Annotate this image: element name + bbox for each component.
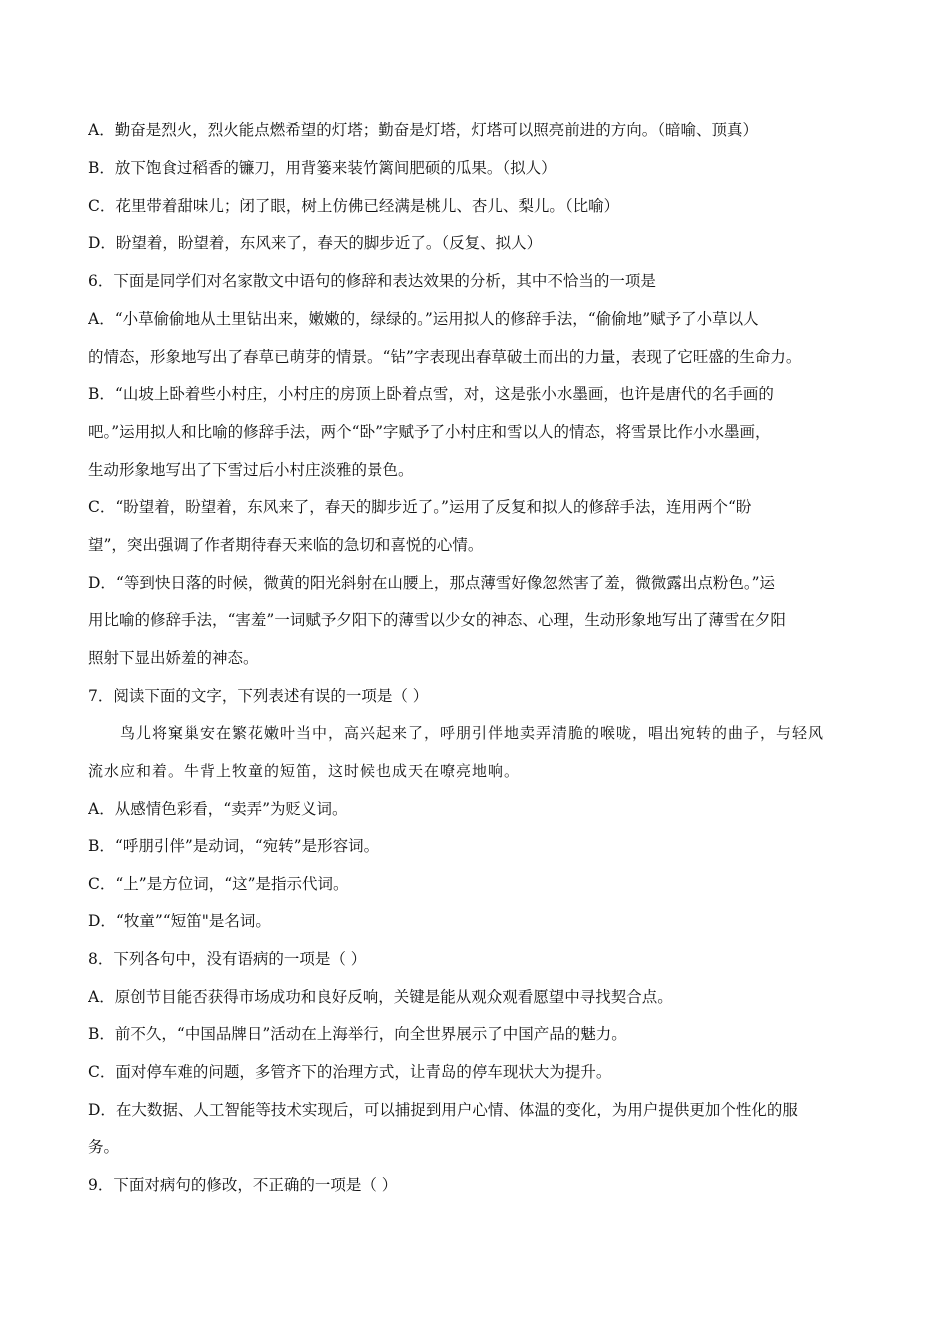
option-d-q8-line2: 务。 xyxy=(88,1138,120,1156)
option-b-q6-line1: B．“山坡上卧着些小村庄，小村庄的房顶上卧着点雪，对，这是张小水墨画，也许是唐代的名手画的 xyxy=(88,385,774,403)
option-b-q6-line2: 吧。”运用拟人和比喻的修辞手法，两个“卧”字赋予了小村庄和雪以人的情态，将雪景比作小水墨画， xyxy=(88,423,771,441)
option-c-q5: C．花里带着甜味儿；闭了眼，树上仿佛已经满是桃儿、杏儿、梨儿。（比喻） xyxy=(88,197,620,215)
option-d-q7: D．“牧童”“短笛"是名词。 xyxy=(88,912,271,930)
option-b-q7: B．“呼朋引伴”是动词，“宛转”是形容词。 xyxy=(88,837,380,855)
option-a-q6-line1: A．“小草偷偷地从土里钻出来，嫩嫩的，绿绿的。”运用拟人的修辞手法，“偷偷地”赋予了小草以人 xyxy=(88,310,759,328)
passage-line1: 鸟儿将窠巢安在繁花嫩叶当中，高兴起来了，呼朋引伴地卖弄清脆的喉咙，唱出宛转的曲子，与轻风 xyxy=(120,724,825,742)
option-a-q6-line2: 的情态，形象地写出了春草已萌芽的情景。“钻”字表现出春草破土而出的力量，表现了它旺盛的生命力。 xyxy=(88,348,802,366)
option-d-q8-line1: D．在大数据、人工智能等技术实现后，可以捕捉到用户心情、体温的变化，为用户提供更加个性化的服 xyxy=(88,1101,798,1119)
option-c-q7: C．“上”是方位词，“这”是指示代词。 xyxy=(88,875,349,893)
passage-line2: 流水应和着。牛背上牧童的短笛，这时候也成天在嘹亮地响。 xyxy=(88,762,521,780)
question-8: 8．下列各句中，没有语病的一项是（ ） xyxy=(88,950,367,968)
option-d-q5: D．盼望着，盼望着，东风来了，春天的脚步近了。（反复、拟人） xyxy=(88,234,543,252)
option-c-q6-line2: 望”，突出强调了作者期待春天来临的急切和喜悦的心情。 xyxy=(88,536,484,554)
question-6: 6．下面是同学们对名家散文中语句的修辞和表达效果的分析，其中不恰当的一项是 xyxy=(88,272,656,290)
option-a-q8: A．原创节目能否获得市场成功和良好反响，关键是能从观众观看愿望中寻找契合点。 xyxy=(88,988,673,1006)
option-b-q5: B．放下饱食过稻香的镰刀，用背篓来装竹篱间肥硕的瓜果。（拟人） xyxy=(88,159,557,177)
option-d-q6-line2: 用比喻的修辞手法，“害羞”一词赋予夕阳下的薄雪以少女的神态、心理，生动形象地写出了薄雪在夕阳 xyxy=(88,611,786,629)
question-7: 7．阅读下面的文字，下列表述有误的一项是（ ） xyxy=(88,687,429,705)
option-b-q6-line3: 生动形象地写出了下雪过后小村庄淡雅的景色。 xyxy=(88,461,414,479)
option-d-q6-line3: 照射下显出娇羞的神态。 xyxy=(88,649,259,667)
option-b-q8: B．前不久，“中国品牌日”活动在上海举行，向全世界展示了中国产品的魅力。 xyxy=(88,1025,627,1043)
option-d-q6-line1: D．“等到快日落的时候，微黄的阳光斜射在山腰上，那点薄雪好像忽然害了羞，微微露出点粉色。”运 xyxy=(88,574,776,592)
option-a-q5: A．勤奋是烈火，烈火能点燃希望的灯塔；勤奋是灯塔，灯塔可以照亮前进的方向。（暗喻、顶真） xyxy=(88,121,758,139)
option-a-q7: A．从感情色彩看，“卖弄”为贬义词。 xyxy=(88,800,348,818)
option-c-q6-line1: C．“盼望着，盼望着，东风来了，春天的脚步近了。”运用了反复和拟人的修辞手法，连用两个“盼 xyxy=(88,498,752,516)
option-c-q8: C．面对停车难的问题，多管齐下的治理方式，让青岛的停车现状大为提升。 xyxy=(88,1063,612,1081)
question-9: 9．下面对病句的修改，不正确的一项是（ ） xyxy=(88,1176,398,1194)
